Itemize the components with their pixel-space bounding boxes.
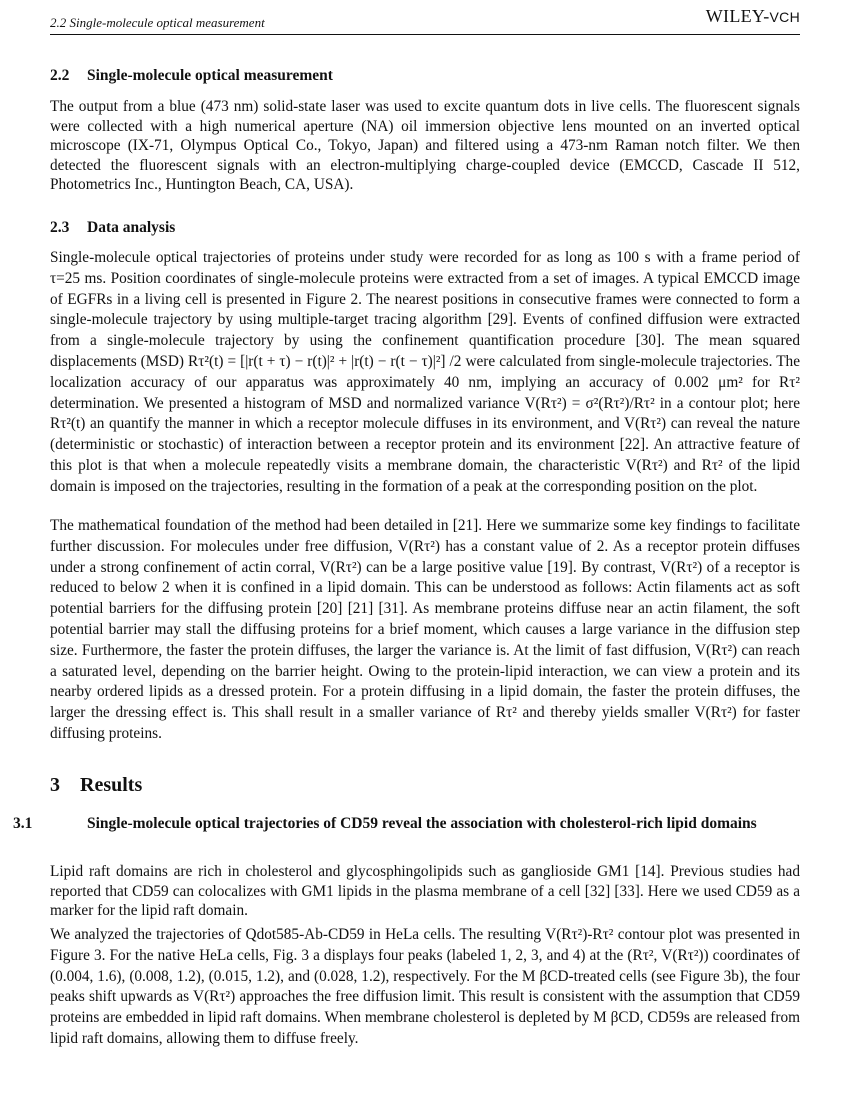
section-number: 2.3 [50,219,70,236]
section-title: Single-molecule optical measurement [87,67,333,84]
section-heading-3 [50,774,142,797]
section-number: 3 [50,774,60,796]
running-head [50,6,800,35]
section-number: 2.2 [50,67,70,84]
section-title: Single-molecule optical trajectories of CD59 reveal the association with cholesterol-rich lipid domains [87,815,757,832]
publisher-suffix: VCH [769,9,800,25]
section-title: Results [80,774,143,796]
paragraph-method-foundation: The mathematical foundation of the method had been detailed in [21]. Here we summarize some key findings to facilitate further discussion. For molecules under free diffusion, V(Rτ²) has a constant value of 2. As a receptor protein diffuses under a strong confinement of actin corral, V(Rτ²) can be a large positive value [19]. By contrast, V(Rτ²) of a receptor is reduced to below 2 when it is confined in a lipid domain. This can be understood as follows: Actin filaments act as soft potential barriers for the diffusing protein [20] [21] [31]. As membrane proteins diffuse near an actin filament, the soft potential barrier may stall the diffusing proteins for a brief moment, which causes a large variance in the diffusion step size. Furthermore, the faster the protein diffuses, the larger the variance is. At the limit of fast diffusion, V(Rτ²) can reach a saturated level, depending on the barrier height. Owing to the protein-lipid interaction, we can view a protein and its nearby ordered lipids as a dressed protein. For a protein diffusing in a lipid domain, the faster the protein diffuses, the larger the dressing effect is. This shall result in a smaller variance of Rτ² and thereby yields smaller V(Rτ²) for faster diffusing proteins. [50,517,800,742]
section-heading-2-3 [50,218,175,238]
section-heading-2-2 [50,66,333,86]
paragraph-data-analysis: Single-molecule optical trajectories of proteins under study were recorded for as long as 100 s with a frame period of τ=25 ms. Position coordinates of single-molecule proteins were extracted from a set of images. A typical EMCCD image of EGFRs in a living cell is presented in Figure 2. The nearest positions in consecutive frames were connected to form a single-molecule trajectory by using multiple-target tracing algorithm [29]. Events of confined diffusion were extracted from a single-molecule trajectory by using the confinement quantification procedure [30]. The mean squared displacements (MSD) Rτ²(t) = [|r(t + τ) − r(t)|² + |r(t) − r(t − τ)|²] /2 were calculated from single-molecule trajectories. The localization accuracy of our apparatus was approximately 40 nm, implying an accuracy of 0.002 μm² for Rτ² determination. We presented a histogram of MSD and normalized variance V(Rτ²) = σ²(Rτ²)/Rτ² in a contour plot; here Rτ²(t) an quantify the manner in which a receptor molecule diffuses in its environment, and V(Rτ²) can reveal the nature (deterministic or stochastic) of interaction between a receptor protein and its environment [22]. An attractive feature of this plot is that when a molecule repeatedly visits a membrane domain, the characteristic V(Rτ²) and Rτ² of the lipid domain is imposed on the trajectories, resulting in the formation of a peak at the corresponding position on the plot. [50,249,800,495]
publisher-main: WILEY- [705,6,770,26]
section-heading-3-1 [13,814,817,834]
paragraph-measurement: The output from a blue (473 nm) solid-state laser was used to excite quantum dots in live cells. The fluorescent signals were collected with a high numerical aperture (NA) oil immersion objective lens mounted on an inverted optical microscope (IX-71, Olympus Optical Co., Tokyo, Japan) and filtered using a 473-nm Raman notch filter. We then detected the fluorescent signals with an electron-multiplying charge-coupled device (EMCCD, Cascade II 512, Photometrics Inc., Huntington Beach, CA, USA). [50,98,800,194]
section-title: Data analysis [87,219,176,236]
paragraph-lipid-rafts: Lipid raft domains are rich in cholesterol and glycosphingolipids such as ganglioside GM1 [14]. Previous studies had reported that CD59 can colocalizes with GM1 lipids in the plasma membrane of a cell [32] [33]. Here we used CD59 as a marker for the lipid raft domain. [50,863,800,920]
publisher-logo [706,6,800,27]
running-head-section: 2.2 Single-molecule optical measurement [50,15,265,30]
paragraph-cd59-results: We analyzed the trajectories of Qdot585-Ab-CD59 in HeLa cells. The resulting V(Rτ²)-Rτ² contour plot was presented in Figure 3. For the native HeLa cells, Fig. 3 a displays four peaks (labeled 1, 2, 3, and 4) at the (Rτ², V(Rτ²)) coordinates of (0.004, 1.6), (0.008, 1.2), (0.015, 1.2), and (0.028, 1.2), respectively. For the M βCD-treated cells (see Figure 3b), the four peaks shift upwards as V(Rτ²) approaches the free diffusion limit. This result is consistent with the assumption that CD59 proteins are embedded in lipid raft domains. When membrane cholesterol is depleted by M βCD, CD59s are released from lipid raft domains, allowing them to diffuse freely. [50,926,800,1047]
section-number: 3.1 [13,815,33,832]
